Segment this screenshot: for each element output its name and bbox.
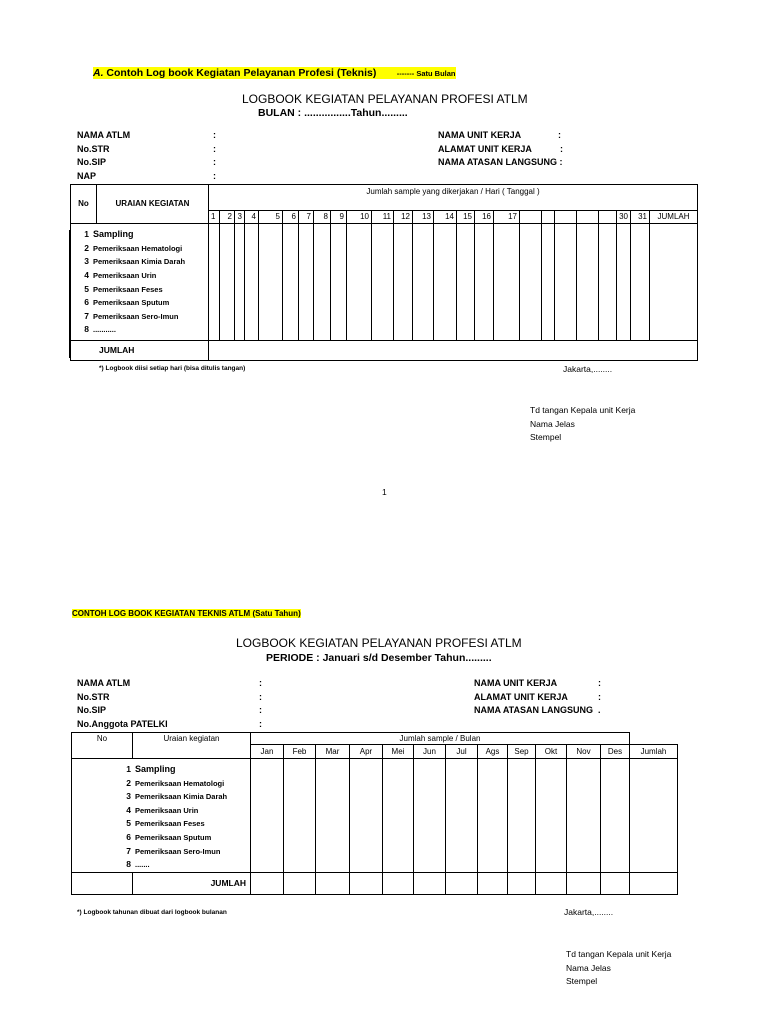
signature-line: Td tangan Kepala unit Kerja (530, 405, 636, 415)
item-label: Pemeriksaan Feses (135, 819, 205, 829)
p2-signature-block (566, 948, 671, 989)
item-number: 8 (84, 324, 89, 335)
day-header (520, 211, 542, 224)
month-header: Feb (284, 745, 316, 759)
items-cell (72, 759, 251, 873)
item-label: Pemeriksaan Sputum (93, 298, 170, 308)
day-header: 2 (220, 211, 235, 224)
p2-subtitle: PERIODE : Januari s/d Desember Tahun......... (266, 652, 492, 664)
month-header: Ags (478, 745, 508, 759)
item-number: 3 (84, 256, 89, 267)
col-no-header: No (72, 733, 133, 759)
item-number: 7 (84, 310, 89, 321)
day-header (542, 211, 555, 224)
month-header: Jun (414, 745, 446, 759)
item-number: 4 (84, 269, 89, 280)
list-item (71, 310, 208, 324)
item-label: Pemeriksaan Urin (135, 805, 199, 815)
month-header: Des (601, 745, 630, 759)
list-item (72, 790, 250, 804)
stamp-line: Stempel (566, 976, 598, 986)
item-label: Pemeriksaan Urin (93, 270, 157, 280)
month-header: Jan (251, 745, 284, 759)
item-number: 3 (126, 791, 131, 802)
item-number: 1 (126, 764, 131, 774)
p2-place-date: Jakarta,........ (564, 907, 614, 917)
item-label: Pemeriksaan Sputum (135, 832, 212, 842)
p1-footnote: *) Logbook diisi setiap hari (bisa ditulis tangan) (99, 365, 246, 372)
day-header (577, 211, 599, 224)
day-header: 11 (372, 211, 394, 224)
month-header: Mei (383, 745, 414, 759)
item-number: 6 (84, 297, 89, 308)
item-label: ....... (135, 860, 150, 870)
list-item (71, 228, 208, 242)
p2-monthly-table (71, 732, 678, 895)
item-label: Pemeriksaan Sero-Imun (93, 311, 179, 321)
day-header: 31 (631, 211, 650, 224)
day-header: 17 (494, 211, 520, 224)
total-label: JUMLAH (71, 340, 209, 360)
page-number: 1 (382, 487, 387, 497)
p1-place-date: Jakarta,........ (563, 364, 613, 374)
day-header: 9 (331, 211, 347, 224)
list-item (72, 777, 250, 791)
signature-line: Td tangan Kepala unit Kerja (566, 949, 672, 959)
total-label: JUMLAH (133, 872, 251, 894)
p1-title: LOGBOOK KEGIATAN PELAYANAN PROFESI ATLM (242, 92, 528, 106)
day-header: 6 (283, 211, 299, 224)
item-label: Pemeriksaan Feses (93, 284, 163, 294)
item-label: Sampling (135, 764, 176, 774)
p1-daily-table (70, 184, 698, 361)
day-header: 12 (394, 211, 413, 224)
item-number: 2 (84, 242, 89, 253)
p2-fields-right: NAMA UNIT KERJA : ALAMAT UNIT KERJA : NAMA ATASAN LANGSUNG . (474, 678, 601, 715)
item-label: Sampling (93, 229, 134, 240)
list-item (72, 763, 250, 777)
list-item (72, 831, 250, 845)
item-number: 1 (84, 229, 89, 240)
month-header: Mar (316, 745, 350, 759)
col-uraian-header: URAIAN KEGIATAN (97, 185, 209, 224)
month-header: Sep (508, 745, 536, 759)
stamp-line: Stempel (530, 432, 562, 442)
month-header: Nov (567, 745, 601, 759)
list-item (71, 255, 208, 269)
month-header: Apr (350, 745, 383, 759)
day-header: 13 (413, 211, 434, 224)
item-number: 8 (126, 859, 131, 870)
col-total-header: JUMLAH (650, 211, 698, 224)
item-label: Pemeriksaan Kimia Darah (93, 257, 186, 267)
group-header: Jumlah sample yang dikerjakan / Hari ( Tanggal ) (209, 185, 698, 211)
day-header: 10 (347, 211, 372, 224)
list-item (71, 269, 208, 283)
item-label: Pemeriksaan Hematologi (93, 243, 183, 253)
name-line: Nama Jelas (530, 418, 575, 429)
day-header (599, 211, 617, 224)
item-number: 5 (126, 818, 131, 829)
item-number: 5 (84, 283, 89, 294)
day-header: 5 (259, 211, 283, 224)
day-header: 30 (617, 211, 631, 224)
group-header: Jumlah sample / Bulan (251, 733, 630, 745)
p1-signature-block (530, 404, 635, 445)
p2-banner: CONTOH LOG BOOK KEGIATAN TEKNIS ATLM (Satu Tahun) (72, 609, 301, 618)
item-number: 6 (126, 831, 131, 842)
item-number: 2 (126, 777, 131, 788)
p1-banner: A. Contoh Log book Kegiatan Pelayanan Profesi (Teknis) ------- Satu Bulan (93, 67, 456, 79)
list-item (71, 323, 208, 337)
p1-subtitle: BULAN : ................Tahun......... (258, 107, 408, 119)
list-item (72, 804, 250, 818)
col-total-header: Jumlah (630, 745, 678, 759)
day-header: 3 (235, 211, 245, 224)
item-label: Pemeriksaan Hematologi (135, 778, 225, 788)
month-header: Okt (536, 745, 567, 759)
day-header: 4 (245, 211, 259, 224)
items-cell (71, 224, 209, 341)
col-uraian-header: Uraian kegiatan (133, 733, 251, 759)
month-header: Jul (446, 745, 478, 759)
day-header: 16 (475, 211, 494, 224)
col-no-header: No (71, 185, 97, 224)
item-label: Pemeriksaan Sero-Imun (135, 846, 221, 856)
p2-title: LOGBOOK KEGIATAN PELAYANAN PROFESI ATLM (236, 636, 522, 650)
list-item (72, 858, 250, 872)
day-header: 15 (457, 211, 475, 224)
p1-fields-right: NAMA UNIT KERJA : ALAMAT UNIT KERJA : NAMA ATASAN LANGSUNG : (438, 130, 563, 167)
day-header: 14 (434, 211, 457, 224)
day-header: 8 (314, 211, 331, 224)
p1-fields-left: NAMA ATLM : No.STR : No.SIP : NAP : (77, 130, 216, 181)
name-line: Nama Jelas (566, 962, 611, 973)
day-header: 7 (299, 211, 314, 224)
item-number: 4 (126, 804, 131, 815)
list-item (71, 283, 208, 297)
item-number: 7 (126, 845, 131, 856)
item-label: ........... (93, 325, 116, 335)
day-header (555, 211, 577, 224)
list-item (71, 296, 208, 310)
list-item (71, 242, 208, 256)
p2-fields-left: NAMA ATLM : No.STR : No.SIP : No.Anggota PATELKI : (77, 678, 262, 729)
list-item (72, 845, 250, 859)
list-item (72, 817, 250, 831)
item-label: Pemeriksaan Kimia Darah (135, 792, 228, 802)
day-header: 1 (209, 211, 220, 224)
p2-footnote: *) Logbook tahunan dibuat dari logbook bulanan (77, 909, 227, 916)
